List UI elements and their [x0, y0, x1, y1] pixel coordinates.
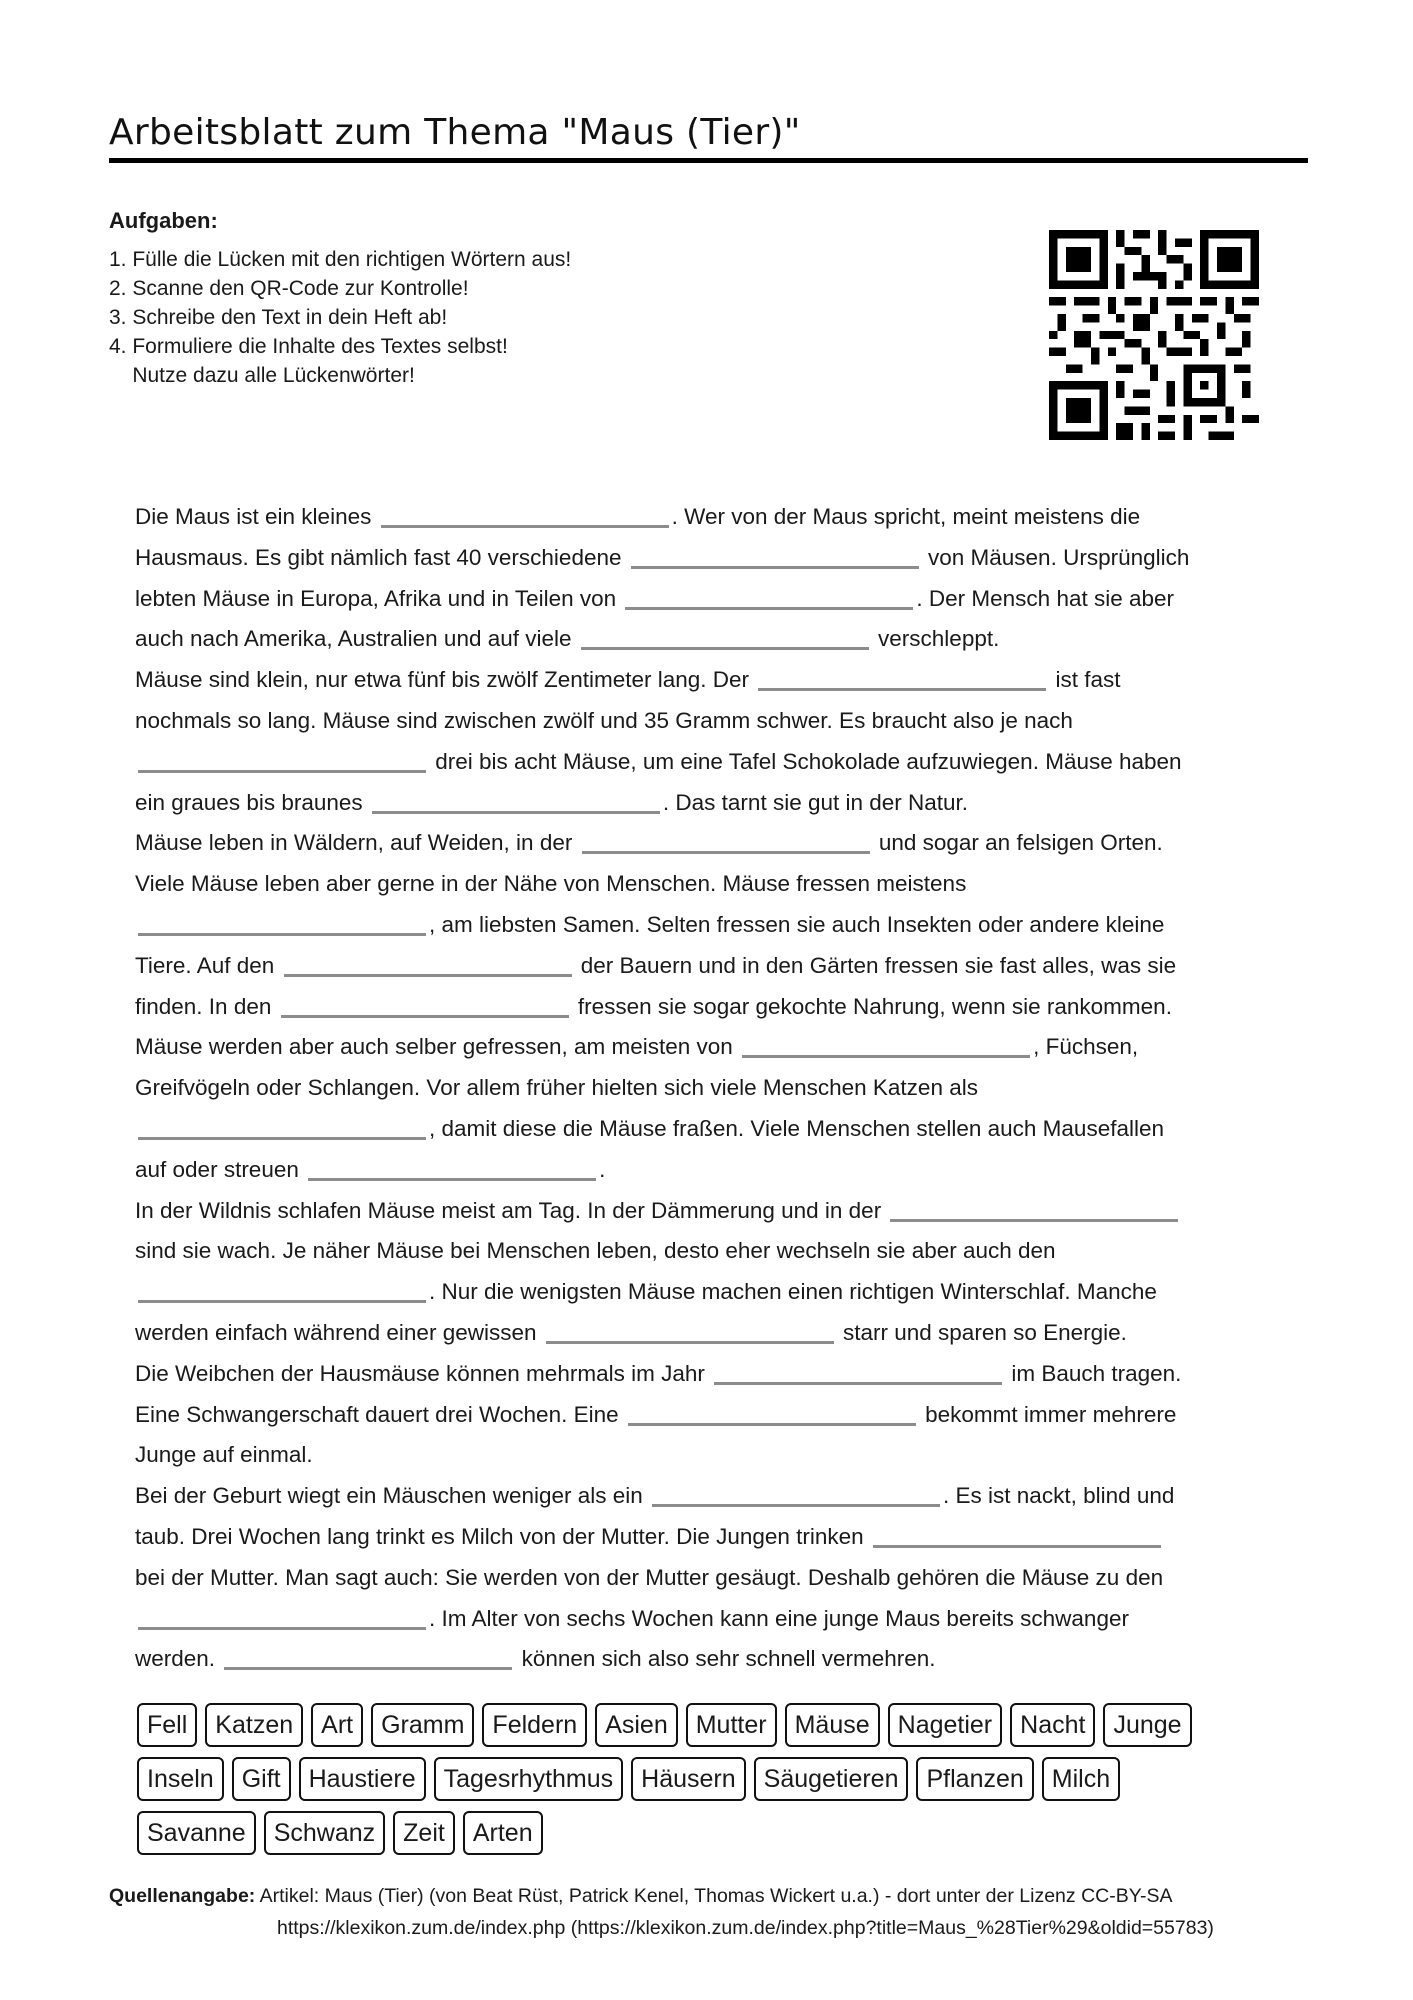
cloze-segment: . Wer von der Maus spricht, meint meistens die — [671, 504, 1141, 529]
cloze-segment: nochmals so lang. Mäuse sind zwischen zwölf und 35 Gramm schwer. Es braucht also je nach — [135, 707, 1073, 733]
cloze-line — [135, 1068, 1300, 1109]
blank-gap[interactable] — [281, 1015, 569, 1018]
source-label: Quellenangabe: — [109, 1885, 256, 1907]
cloze-segment: werden einfach während einer gewissen — [135, 1319, 543, 1345]
blank-gap[interactable] — [138, 933, 426, 936]
cloze-line — [135, 1027, 1300, 1068]
cloze-segment: ein graues bis braunes — [135, 789, 369, 815]
cloze-line — [135, 1639, 1300, 1680]
cloze-segment: Bei der Geburt wiegt ein Mäuschen weniger als ein — [135, 1483, 650, 1509]
cloze-line — [135, 1558, 1300, 1599]
word-chip[interactable]: Arten — [463, 1811, 543, 1855]
cloze-line — [135, 538, 1300, 579]
cloze-segment: auch nach Amerika, Australien und auf viele — [135, 626, 578, 652]
cloze-segment: auf oder streuen — [135, 1156, 306, 1182]
cloze-segment: Greifvögeln oder Schlangen. Vor allem früher hielten sich viele Menschen Katzen als — [135, 1075, 978, 1101]
word-chip[interactable]: Asien — [595, 1703, 678, 1747]
cloze-line — [135, 864, 1300, 905]
cloze-segment: finden. In den — [135, 993, 278, 1019]
blank-gap[interactable] — [138, 1137, 426, 1140]
cloze-segment: bekommt immer mehrere — [918, 1401, 1177, 1427]
cloze-line — [135, 1517, 1300, 1558]
blank-gap[interactable] — [890, 1219, 1178, 1222]
source-attribution — [109, 1880, 1214, 1944]
task-item: 1. Fülle die Lücken mit den richtigen Wörtern aus! — [109, 248, 572, 271]
word-chip[interactable]: Fell — [137, 1703, 197, 1747]
word-chip[interactable]: Junge — [1103, 1703, 1191, 1747]
task-item: 3. Schreibe den Text in dein Heft ab! — [109, 306, 448, 329]
word-chip[interactable]: Milch — [1042, 1757, 1120, 1801]
word-chip[interactable]: Häusern — [631, 1757, 746, 1801]
blank-gap[interactable] — [758, 688, 1046, 691]
cloze-line — [135, 1599, 1300, 1640]
word-chip[interactable]: Tagesrhythmus — [434, 1757, 624, 1801]
cloze-segment: Junge auf einmal. — [135, 1442, 313, 1468]
word-chip[interactable]: Feldern — [482, 1703, 587, 1747]
blank-gap[interactable] — [628, 1423, 916, 1426]
blank-gap[interactable] — [652, 1504, 940, 1507]
word-chip[interactable]: Nacht — [1010, 1703, 1095, 1747]
cloze-line — [135, 823, 1300, 864]
task-item: Nutze dazu alle Lückenwörter! — [109, 364, 415, 387]
blank-gap[interactable] — [138, 1627, 426, 1630]
cloze-segment: Mäuse leben in Wäldern, auf Weiden, in der — [135, 830, 579, 856]
word-bank-row — [137, 1811, 1287, 1855]
source-url: https://klexikon.zum.de/index.php (https://klexikon.zum.de/index.php?title=Maus_%28Tier%29&oldid=55783) — [277, 1917, 1214, 1939]
source-text: Artikel: Maus (Tier) (von Beat Rüst, Patrick Kenel, Thomas Wickert u.a.) - dort unter der Lizenz CC-BY-SA — [255, 1885, 1173, 1907]
page-title: Arbeitsblatt zum Thema "Maus (Tier)" — [109, 112, 801, 153]
cloze-segment: Mäuse sind klein, nur etwa fünf bis zwölf Zentimeter lang. Der — [135, 667, 756, 693]
cloze-segment: , am liebsten Samen. Selten fressen sie auch Insekten oder andere kleine — [429, 911, 1165, 937]
word-bank-row — [137, 1703, 1287, 1747]
word-chip[interactable]: Art — [311, 1703, 363, 1747]
cloze-segment: , Füchsen, — [1033, 1034, 1139, 1060]
blank-gap[interactable] — [714, 1382, 1002, 1385]
task-item: 2. Scanne den QR-Code zur Kontrolle! — [109, 277, 469, 300]
blank-gap[interactable] — [381, 525, 669, 528]
blank-gap[interactable] — [546, 1341, 834, 1344]
cloze-line — [135, 579, 1300, 620]
word-chip[interactable]: Gramm — [371, 1703, 474, 1747]
tasks-heading: Aufgaben: — [109, 208, 218, 233]
task-list — [109, 245, 571, 390]
blank-gap[interactable] — [138, 770, 426, 773]
word-chip[interactable]: Haustiere — [299, 1757, 426, 1801]
blank-gap[interactable] — [625, 607, 913, 610]
word-chip[interactable]: Mutter — [686, 1703, 777, 1747]
cloze-segment: In der Wildnis schlafen Mäuse meist am Tag. In der Dämmerung und in der — [135, 1197, 888, 1223]
blank-gap[interactable] — [308, 1178, 596, 1181]
cloze-line — [135, 701, 1300, 742]
cloze-segment: Die Weibchen der Hausmäuse können mehrmals im Jahr — [135, 1360, 712, 1386]
cloze-segment: Die Maus ist ein kleines — [135, 504, 378, 529]
blank-gap[interactable] — [742, 1055, 1030, 1058]
cloze-line — [135, 1191, 1300, 1232]
word-chip[interactable]: Savanne — [137, 1811, 256, 1855]
cloze-line — [135, 987, 1300, 1028]
blank-gap[interactable] — [224, 1667, 512, 1670]
cloze-text — [135, 497, 1300, 1680]
cloze-segment: drei bis acht Mäuse, um eine Tafel Schokolade aufzuwiegen. Mäuse haben — [429, 748, 1182, 774]
blank-gap[interactable] — [138, 1300, 426, 1303]
blank-gap[interactable] — [284, 974, 572, 977]
word-chip[interactable]: Gift — [232, 1757, 291, 1801]
blank-gap[interactable] — [581, 647, 869, 650]
cloze-line — [135, 905, 1300, 946]
word-chip[interactable]: Katzen — [205, 1703, 303, 1747]
word-chip[interactable]: Inseln — [137, 1757, 224, 1801]
blank-gap[interactable] — [873, 1545, 1161, 1548]
blank-gap[interactable] — [631, 566, 919, 569]
cloze-segment: von Mäusen. Ursprünglich — [921, 544, 1190, 570]
cloze-segment: fressen sie sogar gekochte Nahrung, wenn sie rankommen. — [571, 993, 1172, 1019]
cloze-segment: werden. — [135, 1646, 222, 1672]
cloze-line — [135, 1313, 1300, 1354]
cloze-line — [135, 1231, 1300, 1272]
cloze-segment: sind sie wach. Je näher Mäuse bei Menschen leben, desto eher wechseln sie aber auch den — [135, 1238, 1056, 1264]
cloze-line — [135, 1354, 1300, 1395]
cloze-segment: Viele Mäuse leben aber gerne in der Nähe von Menschen. Mäuse fressen meistens — [135, 871, 967, 897]
cloze-segment: taub. Drei Wochen lang trinkt es Milch von der Mutter. Die Jungen trinken — [135, 1523, 870, 1549]
cloze-segment: . Nur die wenigsten Mäuse machen einen richtigen Winterschlaf. Manche — [429, 1279, 1157, 1305]
cloze-line — [135, 742, 1300, 783]
word-bank-row — [137, 1757, 1287, 1801]
cloze-line — [135, 783, 1300, 824]
cloze-segment: , damit diese die Mäuse fraßen. Viele Menschen stellen auch Mausefallen — [429, 1115, 1164, 1141]
cloze-line — [135, 946, 1300, 987]
cloze-segment: Tiere. Auf den — [135, 952, 281, 978]
cloze-segment: bei der Mutter. Man sagt auch: Sie werden von der Mutter gesäugt. Deshalb gehören die Mäuse zu den — [135, 1564, 1164, 1590]
cloze-segment: und sogar an felsigen Orten. — [872, 830, 1163, 856]
cloze-line — [135, 660, 1300, 701]
cloze-segment: Eine Schwangerschaft dauert drei Wochen. Eine — [135, 1401, 625, 1427]
qr-code-icon — [1049, 230, 1259, 440]
cloze-segment: . Im Alter von sechs Wochen kann eine junge Maus bereits schwanger — [429, 1605, 1129, 1631]
word-chip[interactable]: Pflanzen — [916, 1757, 1033, 1801]
word-chip[interactable]: Zeit — [393, 1811, 455, 1855]
word-chip[interactable]: Mäuse — [785, 1703, 880, 1747]
cloze-segment: starr und sparen so Energie. — [836, 1319, 1127, 1345]
cloze-segment: Hausmaus. Es gibt nämlich fast 40 verschiedene — [135, 544, 628, 570]
blank-gap[interactable] — [582, 851, 870, 854]
title-divider — [109, 158, 1308, 163]
blank-gap[interactable] — [372, 811, 660, 814]
cloze-line — [135, 619, 1300, 660]
cloze-line — [135, 497, 1300, 538]
cloze-segment: ist fast — [1049, 667, 1121, 693]
cloze-line — [135, 1272, 1300, 1313]
cloze-segment: . — [599, 1156, 606, 1182]
task-item: 4. Formuliere die Inhalte des Textes selbst! — [109, 335, 508, 358]
cloze-segment: können sich also sehr schnell vermehren. — [515, 1646, 936, 1672]
cloze-line — [135, 1476, 1300, 1517]
cloze-segment: verschleppt. — [871, 626, 1000, 652]
cloze-segment: . Der Mensch hat sie aber — [916, 585, 1175, 611]
word-bank — [137, 1703, 1287, 1865]
cloze-segment: im Bauch tragen. — [1005, 1360, 1182, 1386]
cloze-line — [135, 1150, 1300, 1191]
cloze-segment: der Bauern und in den Gärten fressen sie fast alles, was sie — [574, 952, 1177, 978]
word-chip[interactable]: Nagetier — [888, 1703, 1003, 1747]
word-chip[interactable]: Schwanz — [264, 1811, 385, 1855]
cloze-segment: Mäuse werden aber auch selber gefressen, am meisten von — [135, 1034, 740, 1060]
word-chip[interactable]: Säugetieren — [754, 1757, 909, 1801]
cloze-segment: . Das tarnt sie gut in der Natur. — [662, 789, 969, 815]
cloze-segment: lebten Mäuse in Europa, Afrika und in Teilen von — [135, 585, 623, 611]
cloze-line — [135, 1109, 1300, 1150]
cloze-segment: . Es ist nackt, blind und — [943, 1483, 1175, 1509]
cloze-line — [135, 1395, 1300, 1436]
cloze-line — [135, 1435, 1300, 1476]
